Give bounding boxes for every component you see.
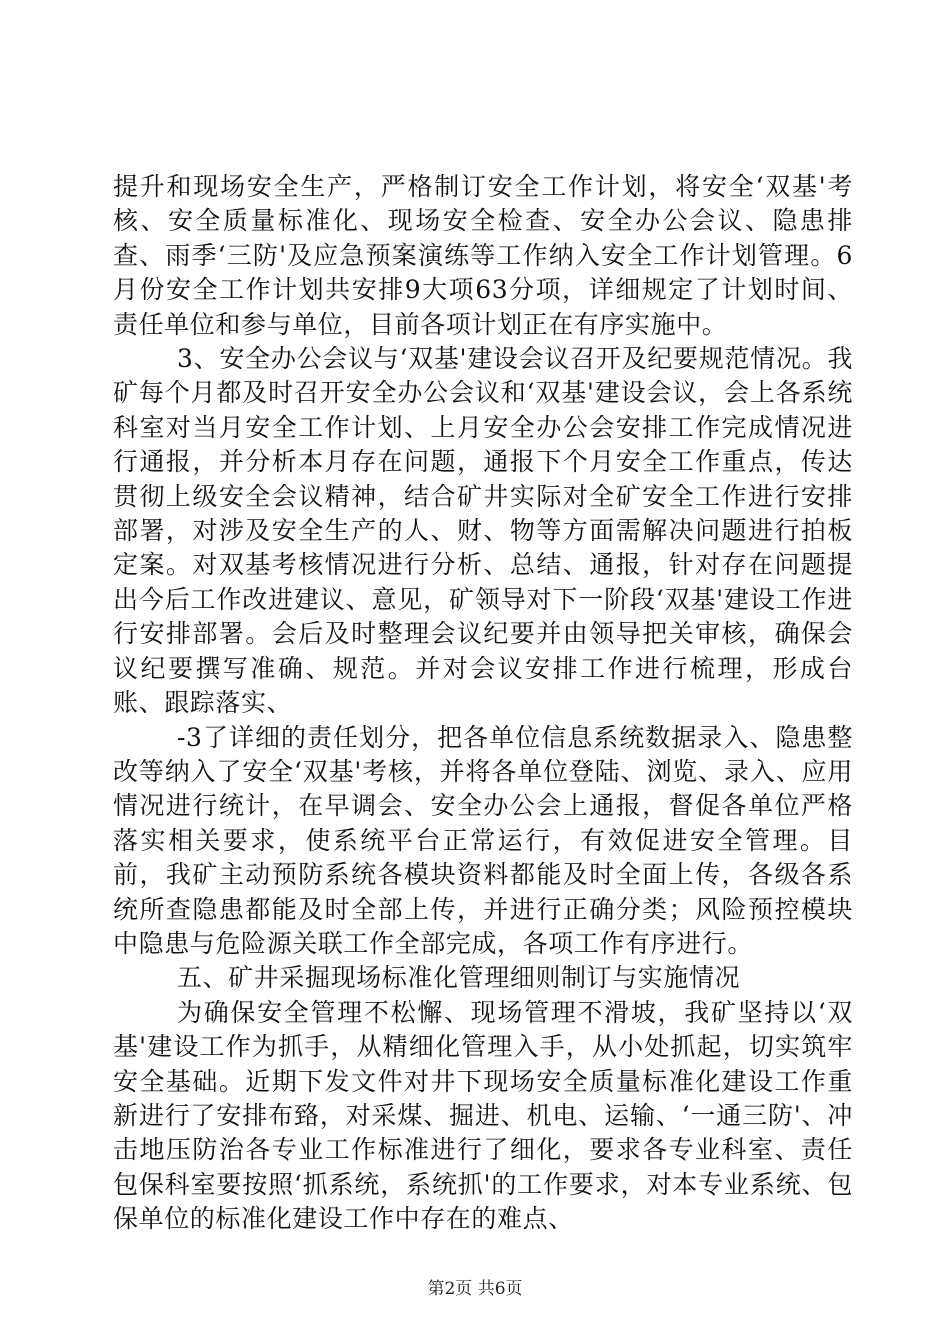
paragraph-4: 为确保安全管理不松懈、现场管理不滑坡，我矿坚持以‘双基'建设工作为抓手，从精细化管理入手，从小处抓起，切实筑牢安全基础。近期下发文件对井下现场安全质量标准化建设工作重新进行了安排布臵，对采煤、掘进、机电、运输、‘一通三防'、冲击地压防治各专业工作标准进行了细化，要求各专业科室、责任包保科室要按照‘抓系统，系统抓'的工作要求，对本专业系统、包保单位的标准化建设工作中存在的难点、	[113, 997, 853, 1234]
page-number-footer: 第2页 共6页	[427, 1279, 523, 1299]
paragraph-1: 提升和现场安全生产，严格制订安全工作计划，将安全‘双基'考核、安全质量标准化、现场安全检查、安全办公会议、隐患排查、雨季‘三防'及应急预案演练等工作纳入安全工作计划管理。6月份安全工作计划共安排9大项63分项，详细规定了计划时间、责任单位和参与单位，目前各项计划正在有序实施中。	[113, 172, 853, 339]
document-body	[113, 170, 853, 1237]
section-heading: 五、矿井采掘现场标准化管理细则制订与实施情况	[177, 963, 741, 993]
paragraph-2: 3、安全办公会议与‘双基'建设会议召开及纪要规范情况。我矿每个月都及时召开安全办公会议和‘双基'建设会议，会上各系统科室对当月安全工作计划、上月安全办公会安排工作完成情况进行通报，并分析本月存在问题，通报下个月安全工作重点，传达贯彻上级安全会议精神，结合矿井实际对全矿安全工作进行安排部署，对涉及安全生产的人、财、物等方面需解决问题进行拍板定案。对双基考核情况进行分析、总结、通报，针对存在问题提出今后工作改进建议、意见，矿领导对下一阶段‘双基'建设工作进行安排部署。会后及时整理会议纪要并由领导把关审核，确保会议纪要撰写准确、规范。并对会议安排工作进行梳理，形成台账、跟踪落实、	[113, 344, 853, 718]
paragraph-3: -3了详细的责任划分，把各单位信息系统数据录入、隐患整改等纳入了安全‘双基'考核，并将各单位登陆、浏览、录入、应用情况进行统计，在早调会、安全办公会上通报，督促各单位严格落实相关要求，使系统平台正常运行，有效促进安全管理。目前，我矿主动预防系统各模块资料都能及时全面上传，各级各系统所查隐患都能及时全部上传，并进行正确分类；风险预控模块中隐患与危险源关联工作全部完成，各项工作有序进行。	[113, 722, 853, 958]
